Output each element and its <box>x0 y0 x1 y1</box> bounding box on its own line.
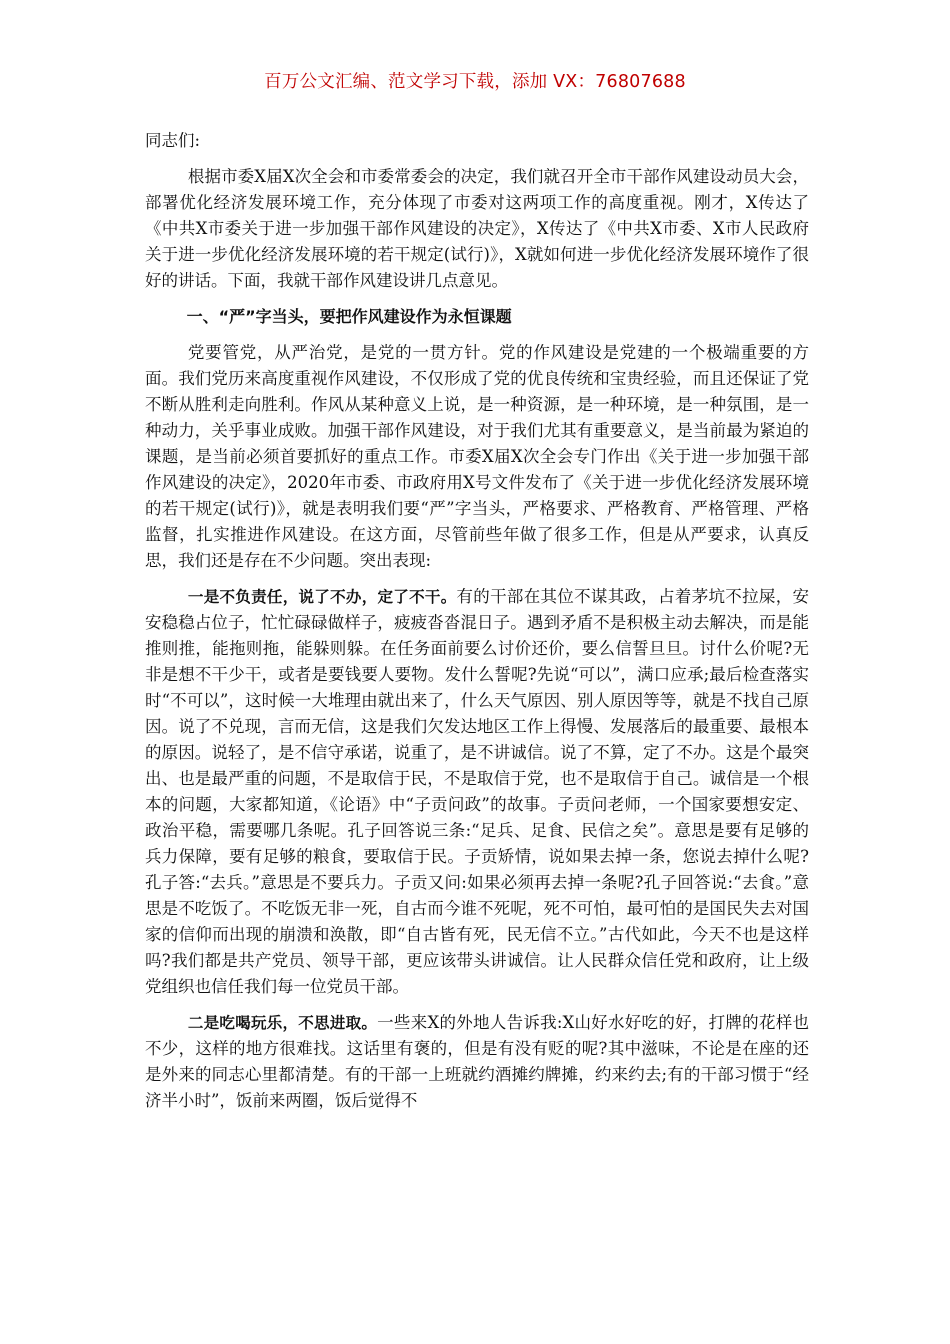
point-2-lead: 二是吃喝玩乐，不思进取。 <box>187 1014 378 1032</box>
paragraph-section-1: 党要管党，从严治党，是党的一贯方针。党的作风建设是党建的一个极端重要的方面。我们党历来高度重视作风建设，不仅形成了党的优良传统和宝贵经验，而且还保证了党不断从胜利走向胜利。作风从某种意义上说，是一种资源，是一种环境，是一种氛围，是一种动力，关乎事业成败。加强干部作风建设，对于我们尤其有重要意义，是当前最为紧迫的课题，是当前必须首要抓好的重点工作。市委X届X次全会专门作出《关于进一步加强干部作风建设的决定》，2020年市委、市政府用X号文件发布了《关于进一步优化经济发展环境的若干规定(试行)》，就是表明我们要“严”字当头，严格要求、严格教育、严格管理、严格监督，扎实推进作风建设。在这方面，尽管前些年做了很多工作，但是从严要求，认真反思，我们还是存在不少问题。突出表现: <box>145 343 809 570</box>
point-1-lead: 一是不负责任，说了不办，定了不干。 <box>187 588 457 606</box>
point-1-text: 有的干部在其位不谋其政，占着茅坑不拉屎，安安稳稳占位子，忙忙碌碌做样子，疲疲沓沓混日子。遇到矛盾不是积极主动去解决，而是能推则推，能拖则拖，能躲则躲。在任务面前要么讨价还价，要么信誓旦旦。讨什么价呢?无非是想不干少干，或者是要钱要人要物。发什么誓呢?先说“可以”，满口应承;最后检查落实时“不可以”，这时候一大堆理由就出来了，什么天气原因、别人原因等等，就是不找自己原因。说了不兑现，言而无信，这是我们欠发达地区工作上得慢、发展落后的最重要、最根本的原因。说轻了，是不信守承诺，说重了，是不讲诚信。说了不算，定了不办。这是个最突出、也是最严重的问题，不是取信于民，不是取信于党，也不是取信于自己。诚信是一个根本的问题，大家都知道，《论语》中“子贡问政”的故事。子贡问老师，一个国家要想安定、政治平稳，需要哪几条呢。孔子回答说三条:“足兵、足食、民信之矣”。意思是要有足够的兵力保障，要有足够的粮食，要取信于民。子贡矫情，说如果去掉一条，您说去掉什么呢?孔子答:“去兵。”意思是不要兵力。子贡又问:如果必须再去掉一条呢?孔子回答说:“去食。”意思是不吃饭了。不吃饭无非一死，自古而今谁不死呢，死不可怕，最可怕的是国民失去对国家的信仰而出现的崩溃和涣散，即“自古皆有死，民无信不立。”古代如此，今天不也是这样吗?我们都是共产党员、领导干部，更应该带头讲诚信。让人民群众信任党和政府，让上级党组织也信任我们每一位党员干部。 <box>145 587 809 996</box>
paragraph-intro: 根据市委X届X次全会和市委常委会的决定，我们就召开全市干部作风建设动员大会，部署优化经济发展环境工作，充分体现了市委对这两项工作的高度重视。刚才，X传达了《中共X市委关于进一步加强干部作风建设的决定》，X传达了《中共X市委、X市人民政府关于进一步优化经济发展环境的若干规定(试行)》，X就如何进一步优化经济发展环境作了很好的讲话。下面，我就干部作风建设讲几点意见。 <box>145 167 809 290</box>
section-heading-1: 一、“严”字当头，要把作风建设作为永恒课题 <box>186 307 512 326</box>
paragraph-point-2 <box>145 1010 809 1114</box>
header-banner: 百万公文汇编、范文学习下载，添加 VX：76807688 <box>264 72 686 92</box>
point-2-text: 一些来X的外地人告诉我:X山好水好吃的好，打牌的花样也不少，这样的地方很难找。这话里有褒的，但是有没有贬的呢?其中滋味，不论是在座的还是外来的同志心里都清楚。有的干部一上班就约酒摊约牌摊，约来约去;有的干部习惯于“经济半小时”，饭前来两圈，饭后觉得不 <box>145 1013 809 1110</box>
document-body <box>145 128 809 1124</box>
salutation: 同志们: <box>145 131 201 150</box>
paragraph-point-1 <box>145 584 809 1000</box>
